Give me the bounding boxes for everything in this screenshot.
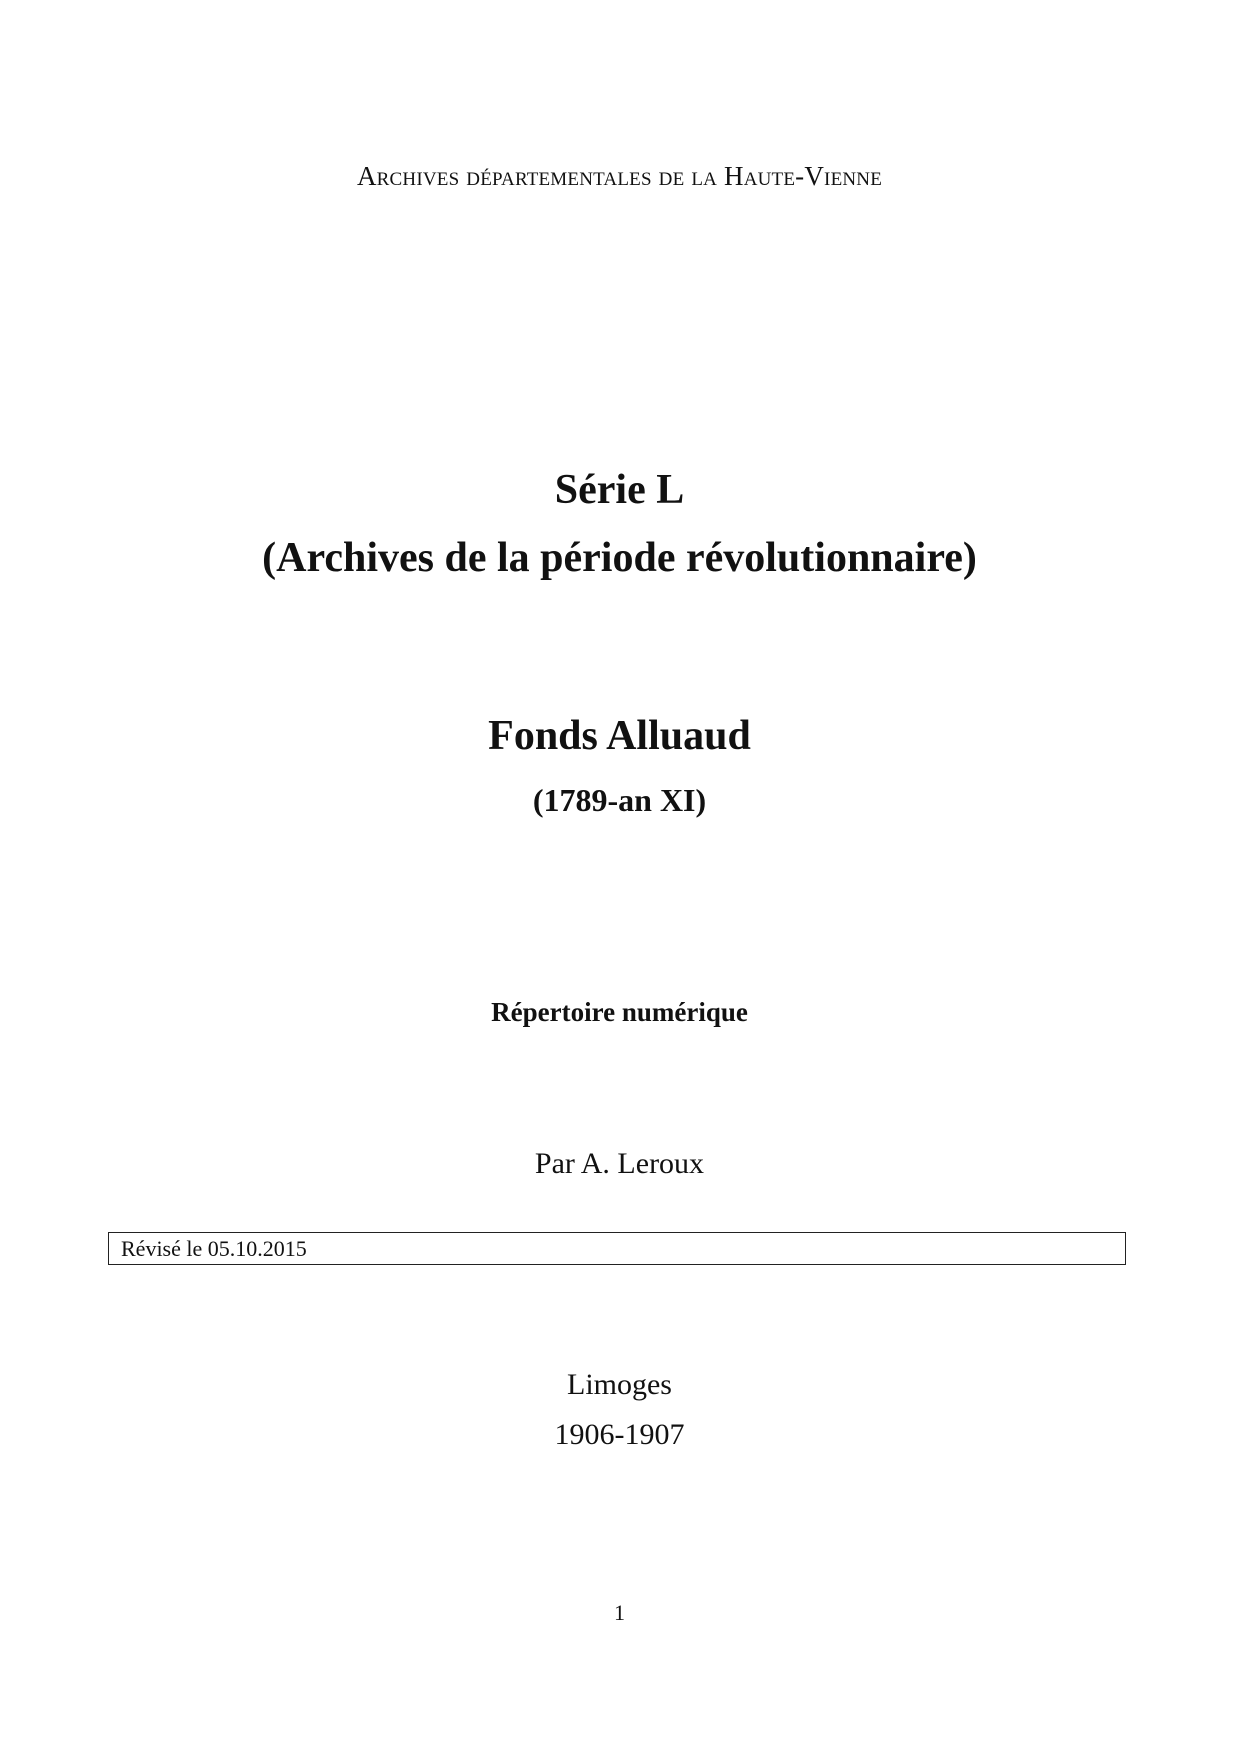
institution-header: Archives départementales de la Haute-Vienne (356, 161, 883, 191)
series-title (0, 456, 1239, 592)
document-type: Répertoire numérique (491, 997, 748, 1027)
publication-place: Limoges (567, 1368, 672, 1401)
revision-text: Révisé le 05.10.2015 (121, 1236, 307, 1261)
publication-years: 1906-1907 (554, 1418, 685, 1451)
fonds-title: Fonds Alluaud (488, 713, 751, 759)
series-title-line-2: (Archives de la période révolutionnaire) (262, 535, 977, 581)
fonds-dates: (1789-an XI) (532, 782, 707, 818)
revision-box (108, 1232, 1126, 1265)
series-title-line-1: Série L (554, 467, 685, 513)
page-number: 1 (614, 1600, 625, 1625)
author-line: Par A. Leroux (534, 1147, 705, 1180)
